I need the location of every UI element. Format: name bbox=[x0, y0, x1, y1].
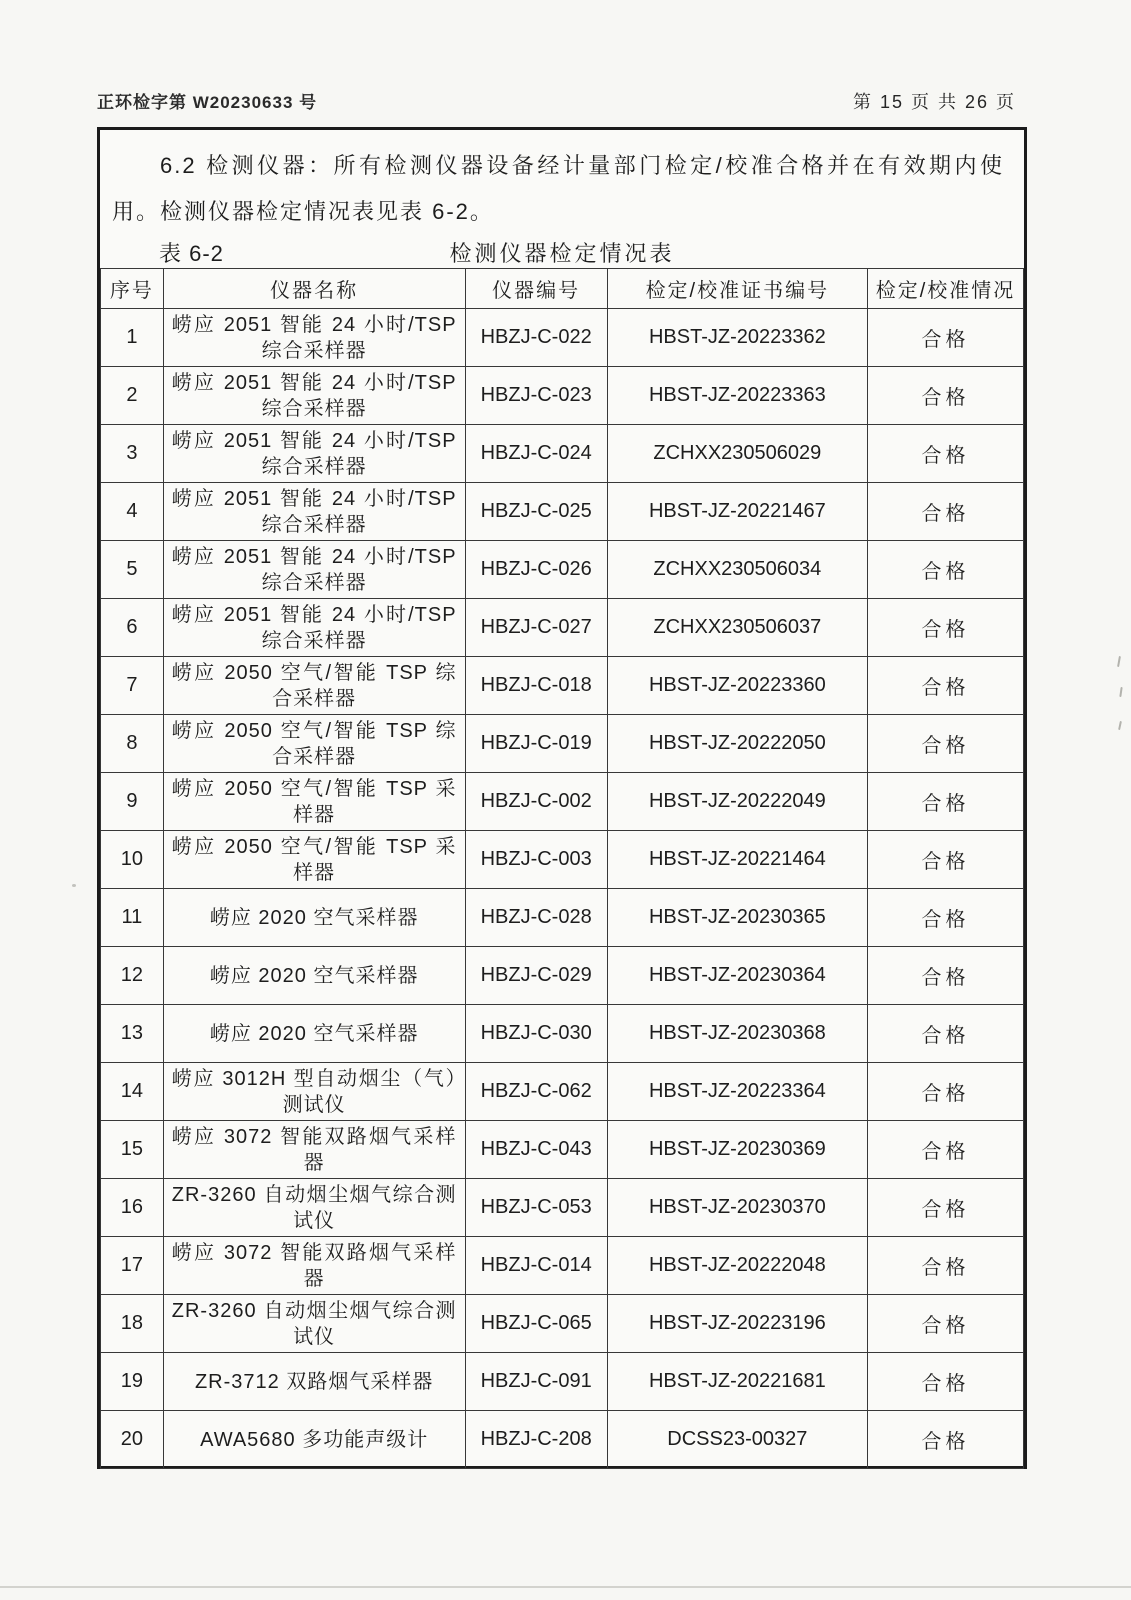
row-index-cell: 6 bbox=[101, 599, 164, 657]
table-header-row bbox=[101, 269, 1024, 309]
row-index-cell: 2 bbox=[101, 367, 164, 425]
instrument-code-cell: HBZJ-C-065 bbox=[465, 1295, 607, 1353]
status-cell: 合格 bbox=[867, 947, 1023, 1005]
table-row bbox=[101, 1005, 1024, 1063]
status-cell: 合格 bbox=[867, 1121, 1023, 1179]
row-index-cell: 19 bbox=[101, 1353, 164, 1411]
row-index-cell: 4 bbox=[101, 483, 164, 541]
certificate-number-cell: HBST-JZ-20230365 bbox=[607, 889, 867, 947]
certificate-number-cell: HBST-JZ-20230364 bbox=[607, 947, 867, 1005]
row-index-cell: 8 bbox=[101, 715, 164, 773]
instrument-name-cell: 崂应 2051 智能 24 小时/TSP 综合采样器 bbox=[163, 425, 465, 483]
certificate-number-cell: HBST-JZ-20223360 bbox=[607, 657, 867, 715]
instrument-code-cell: HBZJ-C-028 bbox=[465, 889, 607, 947]
instrument-name-cell: 崂应 2051 智能 24 小时/TSP 综合采样器 bbox=[163, 483, 465, 541]
instrument-name-cell: ZR-3260 自动烟尘烟气综合测试仪 bbox=[163, 1179, 465, 1237]
certificate-number-cell: HBST-JZ-20223196 bbox=[607, 1295, 867, 1353]
row-index-cell: 7 bbox=[101, 657, 164, 715]
instruments-table bbox=[100, 268, 1024, 1469]
status-cell: 合格 bbox=[867, 1411, 1023, 1469]
instrument-name-cell: 崂应 2020 空气采样器 bbox=[163, 947, 465, 1005]
status-cell: 合格 bbox=[867, 1005, 1023, 1063]
instrument-code-cell: HBZJ-C-022 bbox=[465, 309, 607, 367]
instrument-code-cell: HBZJ-C-043 bbox=[465, 1121, 607, 1179]
content-box bbox=[97, 127, 1027, 1469]
certificate-number-cell: HBST-JZ-20223364 bbox=[607, 1063, 867, 1121]
table-row bbox=[101, 1353, 1024, 1411]
certificate-number-cell: HBST-JZ-20222049 bbox=[607, 773, 867, 831]
table-body bbox=[101, 309, 1024, 1469]
table-label: 表 6-2 bbox=[159, 241, 224, 266]
instrument-name-cell: 崂应 3072 智能双路烟气采样器 bbox=[163, 1121, 465, 1179]
certificate-number-cell: ZCHXX230506037 bbox=[607, 599, 867, 657]
section-paragraph: 6.2 检测仪器：所有检测仪器设备经计量部门检定/校准合格并在有效期内使用。检测仪器检定情况表见表 6-2。 bbox=[112, 153, 1004, 224]
table-row bbox=[101, 1237, 1024, 1295]
certificate-number-cell: HBST-JZ-20223362 bbox=[607, 309, 867, 367]
instrument-code-cell: HBZJ-C-023 bbox=[465, 367, 607, 425]
status-cell: 合格 bbox=[867, 599, 1023, 657]
instrument-code-cell: HBZJ-C-208 bbox=[465, 1411, 607, 1469]
instrument-code-cell: HBZJ-C-091 bbox=[465, 1353, 607, 1411]
status-cell: 合格 bbox=[867, 1295, 1023, 1353]
instrument-name-cell: 崂应 2050 空气/智能 TSP 采样器 bbox=[163, 773, 465, 831]
row-index-cell: 17 bbox=[101, 1237, 164, 1295]
instrument-code-cell: HBZJ-C-062 bbox=[465, 1063, 607, 1121]
table-row bbox=[101, 541, 1024, 599]
table-row bbox=[101, 831, 1024, 889]
instrument-code-cell: HBZJ-C-025 bbox=[465, 483, 607, 541]
instrument-name-cell: 崂应 3012H 型自动烟尘（气）测试仪 bbox=[163, 1063, 465, 1121]
status-cell: 合格 bbox=[867, 773, 1023, 831]
certificate-number-cell: ZCHXX230506029 bbox=[607, 425, 867, 483]
col-header-certificate-number: 检定/校准证书编号 bbox=[607, 269, 867, 309]
row-index-cell: 16 bbox=[101, 1179, 164, 1237]
instrument-name-cell: 崂应 2050 空气/智能 TSP 综合采样器 bbox=[163, 657, 465, 715]
status-cell: 合格 bbox=[867, 541, 1023, 599]
scan-artifact bbox=[1117, 656, 1121, 667]
table-row bbox=[101, 367, 1024, 425]
instrument-code-cell: HBZJ-C-019 bbox=[465, 715, 607, 773]
col-header-index: 序号 bbox=[101, 269, 164, 309]
instrument-name-cell: 崂应 2051 智能 24 小时/TSP 综合采样器 bbox=[163, 367, 465, 425]
table-row bbox=[101, 425, 1024, 483]
instrument-name-cell: 崂应 2051 智能 24 小时/TSP 综合采样器 bbox=[163, 599, 465, 657]
status-cell: 合格 bbox=[867, 889, 1023, 947]
status-cell: 合格 bbox=[867, 657, 1023, 715]
instrument-name-cell: ZR-3260 自动烟尘烟气综合测试仪 bbox=[163, 1295, 465, 1353]
certificate-number-cell: ZCHXX230506034 bbox=[607, 541, 867, 599]
certificate-number-cell: HBST-JZ-20221467 bbox=[607, 483, 867, 541]
table-row bbox=[101, 889, 1024, 947]
page-header bbox=[97, 88, 1016, 114]
status-cell: 合格 bbox=[867, 483, 1023, 541]
status-cell: 合格 bbox=[867, 1353, 1023, 1411]
row-index-cell: 11 bbox=[101, 889, 164, 947]
certificate-number-cell: HBST-JZ-20223363 bbox=[607, 367, 867, 425]
scan-artifact bbox=[72, 884, 76, 887]
instrument-code-cell: HBZJ-C-002 bbox=[465, 773, 607, 831]
row-index-cell: 13 bbox=[101, 1005, 164, 1063]
instrument-name-cell: ZR-3712 双路烟气采样器 bbox=[163, 1353, 465, 1411]
instrument-code-cell: HBZJ-C-018 bbox=[465, 657, 607, 715]
certificate-number-cell: HBST-JZ-20221464 bbox=[607, 831, 867, 889]
table-title: 检测仪器检定情况表 bbox=[449, 241, 675, 266]
col-header-instrument-code: 仪器编号 bbox=[465, 269, 607, 309]
col-header-instrument-name: 仪器名称 bbox=[163, 269, 465, 309]
instrument-code-cell: HBZJ-C-024 bbox=[465, 425, 607, 483]
table-row bbox=[101, 1411, 1024, 1469]
row-index-cell: 12 bbox=[101, 947, 164, 1005]
row-index-cell: 3 bbox=[101, 425, 164, 483]
row-index-cell: 14 bbox=[101, 1063, 164, 1121]
row-index-cell: 9 bbox=[101, 773, 164, 831]
instrument-code-cell: HBZJ-C-053 bbox=[465, 1179, 607, 1237]
table-row bbox=[101, 773, 1024, 831]
instrument-code-cell: HBZJ-C-003 bbox=[465, 831, 607, 889]
certificate-number-cell: DCSS23-00327 bbox=[607, 1411, 867, 1469]
status-cell: 合格 bbox=[867, 367, 1023, 425]
table-caption bbox=[100, 237, 1024, 268]
table-row bbox=[101, 1295, 1024, 1353]
instrument-name-cell: 崂应 2051 智能 24 小时/TSP 综合采样器 bbox=[163, 541, 465, 599]
status-cell: 合格 bbox=[867, 425, 1023, 483]
row-index-cell: 10 bbox=[101, 831, 164, 889]
table-row bbox=[101, 947, 1024, 1005]
table-row bbox=[101, 1179, 1024, 1237]
instrument-name-cell: 崂应 3072 智能双路烟气采样器 bbox=[163, 1237, 465, 1295]
status-cell: 合格 bbox=[867, 1063, 1023, 1121]
row-index-cell: 15 bbox=[101, 1121, 164, 1179]
instrument-name-cell: 崂应 2020 空气采样器 bbox=[163, 889, 465, 947]
instrument-name-cell: 崂应 2020 空气采样器 bbox=[163, 1005, 465, 1063]
certificate-number-cell: HBST-JZ-20230368 bbox=[607, 1005, 867, 1063]
table-row bbox=[101, 1063, 1024, 1121]
certificate-number-cell: HBST-JZ-20230370 bbox=[607, 1179, 867, 1237]
instrument-code-cell: HBZJ-C-014 bbox=[465, 1237, 607, 1295]
scan-artifact bbox=[1119, 687, 1122, 697]
table-row bbox=[101, 1121, 1024, 1179]
status-cell: 合格 bbox=[867, 1179, 1023, 1237]
status-cell: 合格 bbox=[867, 1237, 1023, 1295]
row-index-cell: 5 bbox=[101, 541, 164, 599]
doc-number: 正环检字第 W20230633 号 bbox=[97, 93, 318, 112]
scan-edge-shadow bbox=[0, 1586, 1131, 1588]
table-row bbox=[101, 715, 1024, 773]
instrument-code-cell: HBZJ-C-030 bbox=[465, 1005, 607, 1063]
instrument-name-cell: 崂应 2050 空气/智能 TSP 采样器 bbox=[163, 831, 465, 889]
certificate-number-cell: HBST-JZ-20230369 bbox=[607, 1121, 867, 1179]
table-row bbox=[101, 599, 1024, 657]
row-index-cell: 20 bbox=[101, 1411, 164, 1469]
table-row bbox=[101, 657, 1024, 715]
table-row bbox=[101, 483, 1024, 541]
row-index-cell: 1 bbox=[101, 309, 164, 367]
row-index-cell: 18 bbox=[101, 1295, 164, 1353]
certificate-number-cell: HBST-JZ-20222050 bbox=[607, 715, 867, 773]
instrument-name-cell: 崂应 2050 空气/智能 TSP 综合采样器 bbox=[163, 715, 465, 773]
certificate-number-cell: HBST-JZ-20221681 bbox=[607, 1353, 867, 1411]
status-cell: 合格 bbox=[867, 309, 1023, 367]
col-header-status: 检定/校准情况 bbox=[867, 269, 1023, 309]
instrument-code-cell: HBZJ-C-026 bbox=[465, 541, 607, 599]
instrument-name-cell: AWA5680 多功能声级计 bbox=[163, 1411, 465, 1469]
status-cell: 合格 bbox=[867, 715, 1023, 773]
instrument-code-cell: HBZJ-C-029 bbox=[465, 947, 607, 1005]
scan-artifact bbox=[1118, 721, 1122, 730]
table-row bbox=[101, 309, 1024, 367]
status-cell: 合格 bbox=[867, 831, 1023, 889]
certificate-number-cell: HBST-JZ-20222048 bbox=[607, 1237, 867, 1295]
page-indicator: 第 15 页 共 26 页 bbox=[852, 92, 1016, 112]
instrument-name-cell: 崂应 2051 智能 24 小时/TSP 综合采样器 bbox=[163, 309, 465, 367]
instrument-code-cell: HBZJ-C-027 bbox=[465, 599, 607, 657]
